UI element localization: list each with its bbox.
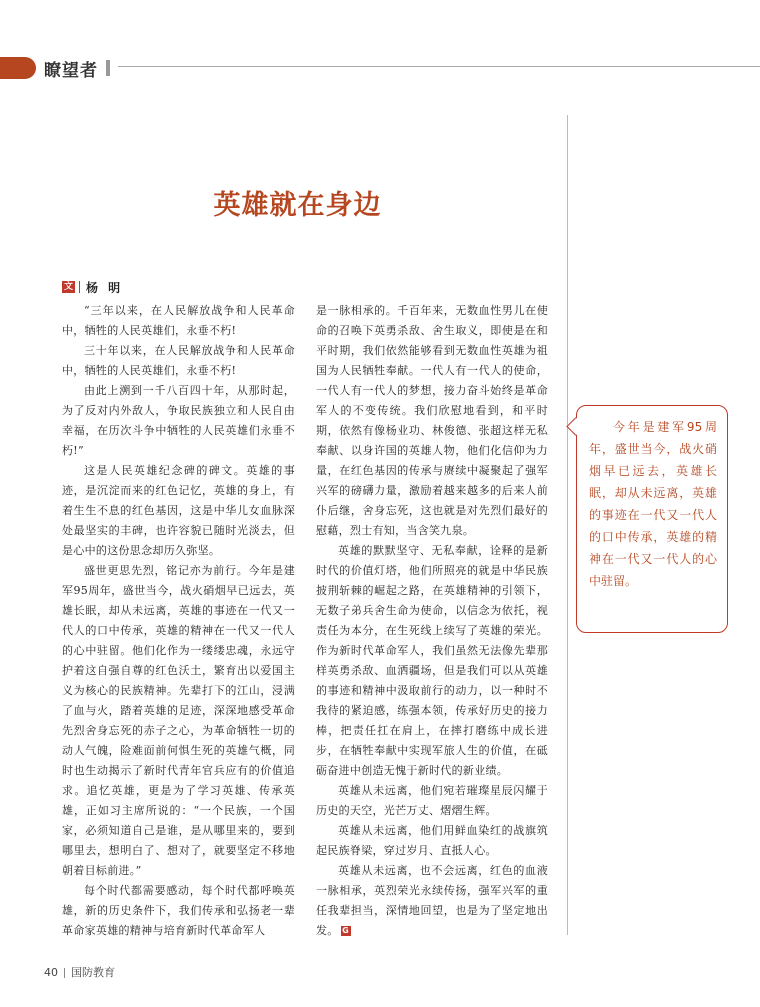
magazine-name: 国防教育 xyxy=(71,966,115,979)
pull-quote xyxy=(576,405,728,633)
paragraph: 由此上溯到一千八百四十年，从那时起，为了反对内外敌人，争取民族独立和人民自由幸福，在历次斗争中牺牲的人民英雄们永垂不朽!” xyxy=(62,384,295,457)
page-footer xyxy=(44,964,115,980)
final-paragraph xyxy=(316,861,548,941)
byline xyxy=(62,280,123,294)
paragraph: 英雄从未远离，他们用鲜血染红的战旗筑起民族脊梁，穿过岁月、直抵人心。 xyxy=(316,824,548,857)
paragraph: “三年以来，在人民解放战争和人民革命中，牺牲的人民英雄们，永垂不朽! xyxy=(62,304,295,337)
paragraph: 每个时代都需要感动，每个时代都呼唤英雄，新的历史条件下，我们传承和弘扬老一辈革命家英雄的精神与培育新时代革命军人 xyxy=(62,884,295,937)
header-rule xyxy=(118,66,760,67)
pull-quote-notch xyxy=(566,417,584,435)
paragraph: 英雄的默默坚守、无私奉献，诠释的是新时代的价值灯塔，他们所照亮的就是中华民族披荆斩棘的崛起之路，在英雄精神的引领下，无数子弟兵舍生命为使命，以信念为依托，视责任为本分，在生死线上续写了英雄的荣光。作为新时代革命军人，我们虽然无法像先辈那样英勇杀敌、血洒疆场，但是我们可以从英雄的事迹和精神中汲取前行的动力，以一种时不我待的紧迫感，练强本领，传承好历史的接力棒，把责任扛在肩上，在摔打磨练中成长进步，在牺牲奉献中实现军旅人生的价值，在砥砺奋进中创造无愧于新时代的新业绩。 xyxy=(316,544,548,777)
article-column-left xyxy=(62,301,295,941)
article-title: 英雄就在身边 xyxy=(213,190,382,221)
section-label: 瞭望者 xyxy=(44,61,98,81)
paragraph: 盛世更思先烈，铭记亦为前行。今年是建军95周年，盛世当今，战火硝烟早已远去，英雄长眠，却从未远离，英雄的事迹在一代又一代人的口中传承，英雄的精神在一代又一代人的心中驻留。他们化作为一缕缕忠魂，永远守护着这自强自尊的红色沃土，繁育出以爱国主义为核心的民族精神。先辈打下的江山，浸满了血与火，踏着英雄的足迹，深深地感受革命先烈舍身忘死的赤子之心，为革命牺牲一切的动人气魄，险难面前何惧生死的英雄气概，同时也生动揭示了新时代青年官兵应有的价值追求。追忆英雄，更是为了学习英雄、传承英雄，正如习主席所说的：“一个民族，一个国家，必须知道自己是谁，是从哪里来的，要到哪里去，想明白了、想对了，就要坚定不移地朝着目标前进。” xyxy=(62,564,295,877)
paragraph: 英雄从未远离，他们宛若璀璨星辰闪耀于历史的天空，光芒万丈、熠熠生辉。 xyxy=(316,784,548,817)
byline-separator xyxy=(79,281,80,293)
column-divider xyxy=(567,115,568,935)
section-bar xyxy=(106,60,110,76)
paragraph-text: 英雄从未远离，也不会远离，红色的血液一脉相承，英烈荣光永续传扬，强军兴军的重任我辈担当，深情地回望，也是为了坚定地出发。 xyxy=(316,864,548,937)
author-name: 杨 明 xyxy=(86,280,124,295)
paragraph: 是一脉相承的。千百年来，无数血性男儿在使命的召唤下英勇杀敌、舍生取义，即使是在和平时期，我们依然能够看到无数血性英雄为祖国为人民牺牲奉献。一代人有一代人的使命，一代人有一代人的梦想，接力奋斗始终是革命军人的不变传统。我们欣慰地看到，和平时期，依然有像杨业功、林俊德、张超这样无私奉献、以身许国的英雄人物，他们化信仰为力量，在红色基因的传承与赓续中凝聚起了强军兴军的磅礴力量，激励着越来越多的后来人前仆后继，舍身忘死，这也就是对先烈们最好的慰藉，烈士有知，当含笑九泉。 xyxy=(316,304,548,537)
page-number: 40 xyxy=(44,966,58,979)
section-tab xyxy=(0,57,36,79)
paragraph: 三十年以来，在人民解放战争和人民革命中，牺牲的人民英雄们，永垂不朽! xyxy=(62,344,295,377)
footer-separator xyxy=(64,968,65,978)
end-mark-icon: G xyxy=(342,926,350,935)
article-column-right xyxy=(316,301,548,941)
pull-quote-text: 今年是建军95周年，盛世当今，战火硝烟早已远去，英雄长眠，却从未远离，英雄的事迹在一代又一代人的口中传承，英雄的精神在一代又一代人的心中驻留。 xyxy=(589,420,717,588)
author-mark-icon: 文 xyxy=(63,282,73,292)
paragraph: 这是人民英雄纪念碑的碑文。英雄的事迹，是沉淀而来的红色记忆，英雄的身上，有着生生不息的红色基因，这是中华儿女血脉深处最坚实的丰碑，也许容貌已随时光淡去，但是心中的这份思念却历久弥坚。 xyxy=(62,464,295,557)
